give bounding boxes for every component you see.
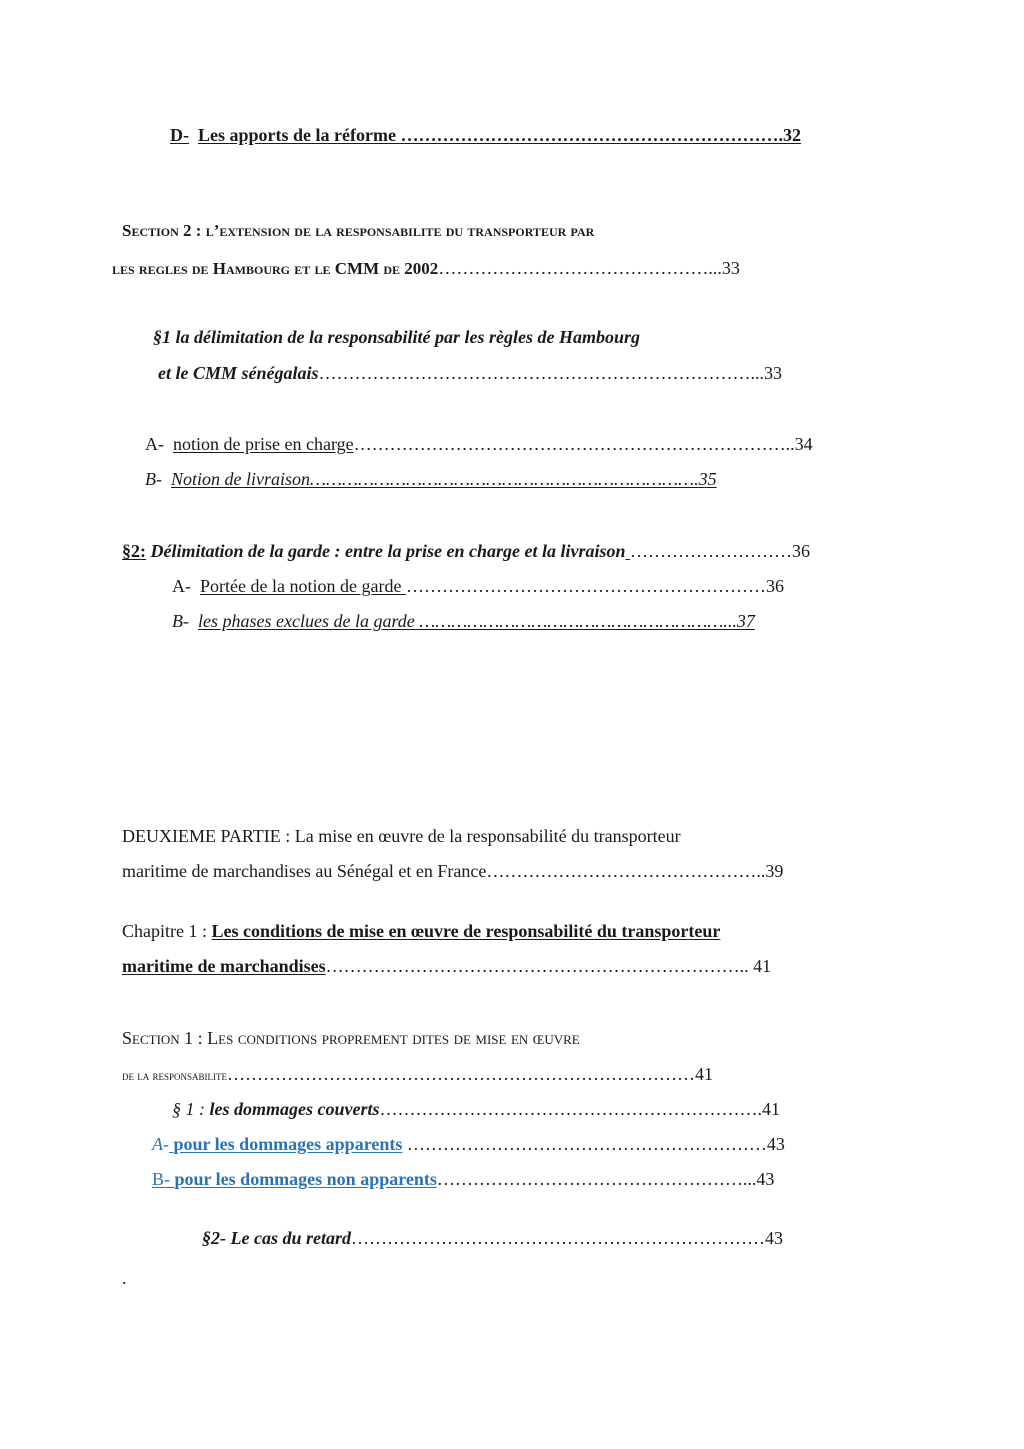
toc-label: §2- — [202, 1228, 226, 1248]
toc-leader-dots: ……………………………………………………… — [395, 125, 779, 145]
toc-section-2-heading: Section 2 : l’extension de la responsabilite du transporteur par — [122, 221, 595, 240]
toc-paragraph-2-heading — [122, 540, 810, 562]
toc-entry-b-phases-exclues — [172, 610, 755, 632]
toc-page-number: ..34 — [785, 434, 813, 454]
toc-label: A- — [145, 434, 164, 454]
toc-leader-dots: ………………………………………. — [438, 258, 713, 278]
toc-page-number: 37 — [736, 611, 755, 631]
toc-leader-dots: ………………………………………………………………. — [310, 469, 699, 489]
toc-title: les regles de Hambourg et le CMM de 2002 — [112, 259, 439, 278]
toc-title: notion de prise en charge — [173, 434, 354, 454]
toc-page-number: ..33 — [755, 363, 782, 383]
toc-page-number: 35 — [698, 469, 717, 489]
toc-label: D- — [170, 125, 189, 145]
toc-entry-b-livraison — [145, 468, 717, 490]
toc-leader-dots: ………………………………………………………. — [379, 1099, 762, 1119]
toc-label: § 1 : — [172, 1099, 210, 1119]
toc-paragraph-2-retard — [202, 1227, 783, 1249]
toc-entry-a-dommages-apparents — [152, 1133, 785, 1155]
toc-chapter-1-heading — [122, 920, 720, 942]
toc-title: Portée de la notion de garde — [200, 576, 406, 596]
toc-title: pour les dommages non apparents — [174, 1169, 437, 1189]
toc-page-number: ..33 — [712, 258, 740, 278]
toc-part-2-heading-cont — [122, 860, 783, 882]
toc-leader-dots: ……………………………………………... — [436, 1169, 757, 1189]
toc-leader-dots: ……………………… — [629, 541, 792, 561]
toc-title: Délimitation de la garde : entre la prise en charge et la livraison — [146, 541, 626, 561]
toc-leader-dots: ………………………………………………………………. — [318, 363, 755, 383]
toc-leader-dots: …………………………………………………... — [419, 611, 737, 631]
toc-paragraph-1-heading: §1 la délimitation de la responsabilité par les règles de Hambourg — [153, 327, 641, 347]
toc-title: Notion de livraison — [171, 469, 310, 489]
toc-title: Les apports de la réforme — [198, 125, 396, 145]
toc-title: pour les dommages apparents — [173, 1134, 403, 1154]
toc-chapter-1-heading-cont — [122, 955, 771, 977]
trailing-period: . — [122, 1268, 127, 1288]
toc-title: Le cas du retard — [226, 1228, 351, 1248]
toc-title: de la responsabilite — [122, 1068, 227, 1083]
toc-label: B- — [172, 611, 189, 631]
toc-label: §2: — [122, 541, 146, 561]
toc-leader-dots: …………………………………………………… — [405, 576, 766, 596]
toc-page-number: 43 — [765, 1228, 783, 1248]
toc-page-number: 43 — [766, 1134, 785, 1154]
toc-page-number: 36 — [791, 541, 810, 561]
toc-leader-dots: ……………………………………….. — [486, 861, 766, 881]
toc-page-number: . 41 — [744, 956, 772, 976]
toc-entry-b-dommages-non-apparents — [152, 1168, 774, 1190]
toc-leader-dots: ……………………………………………………………. — [325, 956, 745, 976]
toc-leader-dots: …………………………………………………………… — [351, 1228, 765, 1248]
toc-page-number: 36 — [765, 576, 784, 596]
toc-part-2-heading: DEUXIEME PARTIE : La mise en œuvre de la responsabilité du transporteur — [122, 826, 681, 846]
toc-page-number: .32 — [778, 125, 801, 145]
toc-leader-dots: ……………………………………………………………… — [353, 434, 786, 454]
toc-page-number: 39 — [765, 861, 784, 881]
toc-label: A- — [152, 1134, 169, 1154]
toc-label: B- — [152, 1169, 170, 1189]
toc-label: A- — [172, 576, 191, 596]
toc-section-1-heading: Section 1 : Les conditions proprement dites de mise en œuvre — [122, 1028, 580, 1048]
toc-page-number: 41 — [695, 1064, 713, 1084]
toc-page-number: 41 — [761, 1099, 780, 1119]
toc-title: Les conditions de mise en œuvre de responsabilité du transporteur — [211, 921, 721, 941]
toc-label: B- — [145, 469, 162, 489]
toc-page-number: 43 — [756, 1169, 775, 1189]
toc-leader-dots: …………………………………………………… — [402, 1134, 767, 1154]
toc-paragraph-1-heading-cont — [158, 362, 782, 384]
toc-title: et le CMM sénégalais — [158, 363, 319, 383]
toc-title: maritime de marchandises — [122, 956, 326, 976]
toc-leader-dots: …………………………………………………………………… — [227, 1064, 695, 1084]
toc-title: les dommages couverts — [209, 1099, 380, 1119]
toc-entry-a-prise-en-charge — [145, 433, 813, 455]
toc-title: les phases exclues de la garde — [198, 611, 420, 631]
toc-section-2-heading-cont — [112, 257, 740, 280]
toc-paragraph-1-dommages — [172, 1098, 780, 1120]
toc-entry-a-portee-garde — [172, 575, 784, 597]
toc-title: maritime de marchandises au Sénégal et en France — [122, 861, 487, 881]
toc-entry-d-apports-reforme — [170, 124, 801, 146]
toc-chapter-prefix: Chapitre 1 : — [122, 921, 212, 941]
toc-section-1-heading-cont — [122, 1063, 713, 1087]
